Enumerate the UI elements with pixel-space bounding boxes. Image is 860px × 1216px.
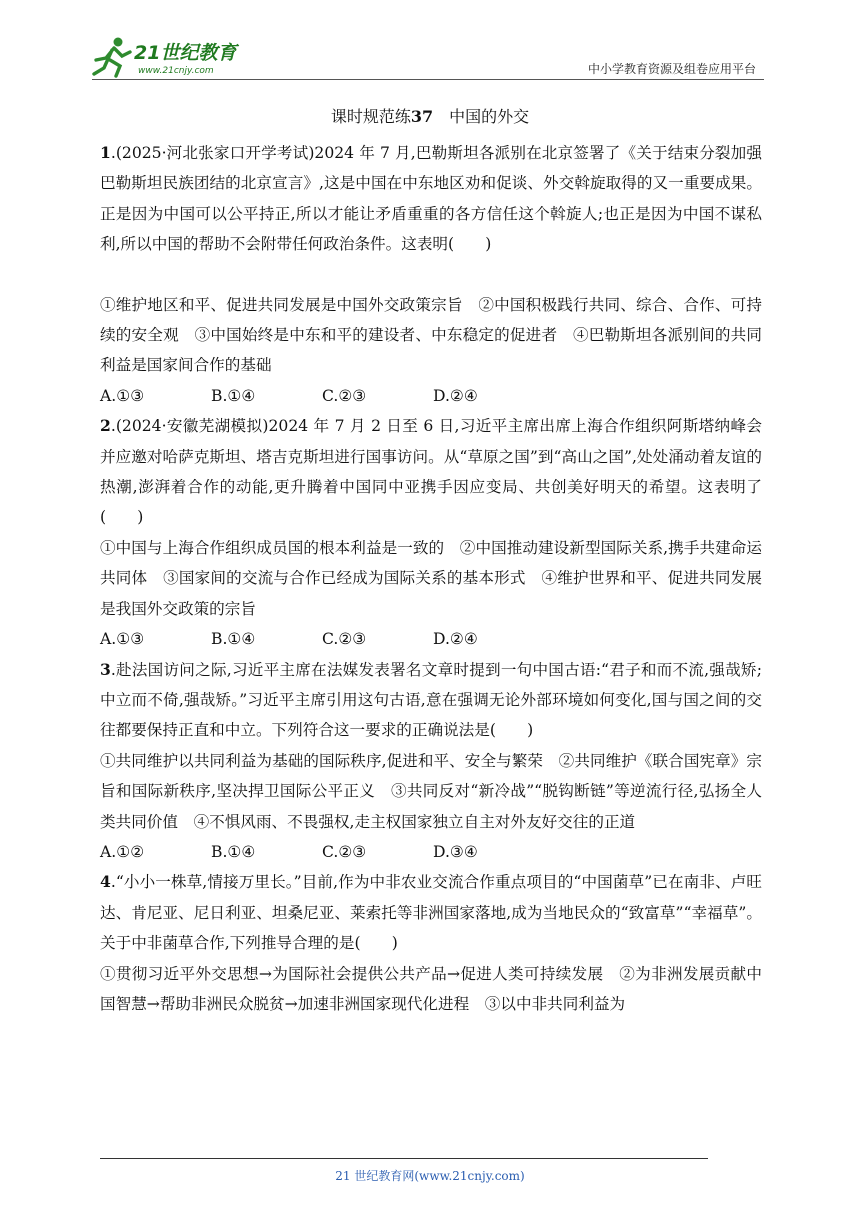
option-d[interactable]: D.②④ [433,630,478,649]
question-number: 1 [100,143,111,162]
option-c[interactable]: C.②③ [322,386,367,405]
question-items: ①维护地区和平、促进共同发展是中国外交政策宗旨 ②中国积极践行共同、综合、合作、可持续的安全观 ③中国始终是中东和平的建设者、中东稳定的促进者 ④巴勒斯坦各派别间的共同利益是国家间合作的基础 [100,295,762,375]
option-a[interactable]: A.①③ [100,630,145,649]
option-b[interactable]: B.①④ [211,386,256,405]
page-header [92,30,764,80]
page-title [0,104,860,127]
logo [92,34,262,78]
question-items: ①贯彻习近平外交思想→为国际社会提供公共产品→促进人类可持续发展 ②为非洲发展贡献中国智慧→帮助非洲民众脱贫→加速非洲国家现代化进程 ③以中非共同利益为 [100,964,762,1013]
option-b[interactable]: B.①④ [211,630,256,649]
title-prefix: 课时规范练 [330,107,411,126]
question-items: ①中国与上海合作组织成员国的根本利益是一致的 ②中国推动建设新型国际关系,携手共建命运共同体 ③国家间的交流与合作已经成为国际关系的基本形式 ④维护世界和平、促进共同发展是我国外交政策的宗旨 [100,538,762,618]
question-number: 4 [100,872,111,892]
question-number: 2 [100,416,111,436]
question-stem: 2.(2024·安徽芜湖模拟)2024 年 7 月 2 日至 6 日,习近平主席出席上海合作组织阿斯塔纳峰会并应邀对哈萨克斯坦、塔吉克斯坦进行国事访问。从“草原之国”到“高山之国”,处处涌动着友谊的热潮,澎湃着合作的动能,更升腾着中国同中亚携手因应变局、共创美好明天的希望。这表明了( ) [100,416,762,527]
logo-text: 21世纪教育 [134,42,237,64]
question-list [100,138,762,1019]
question-stem: 4.“小小一株草,情接万里长。”目前,作为中非农业交流合作重点项目的“中国菌草”已在南非、卢旺达、肯尼亚、尼日利亚、坦桑尼亚、莱索托等非洲国家落地,成为当地民众的“致富草”“幸福草”。关于中非菌草合作,下列推导合理的是( ) [100,872,762,953]
option-c[interactable]: C.②③ [322,630,367,649]
answer-options [100,624,762,654]
answer-options [100,837,762,867]
question-items: ①共同维护以共同利益为基础的国际秩序,促进和平、安全与繁荣 ②共同维护《联合国宪章》宗旨和国际新秩序,坚决捍卫国际公平正义 ③共同反对“新冷战”“脱钩断链”等逆流行径,弘扬全人类共同价值 ④不惧风雨、不畏强权,走主权国家独立自主对外友好交往的正道 [100,751,762,831]
option-d[interactable]: D.③④ [433,842,478,861]
header-divider [92,79,764,80]
running-figure-icon [94,38,130,77]
title-topic: 中国的外交 [449,107,530,126]
footer-divider [100,1158,708,1159]
option-a[interactable]: A.①② [100,842,145,861]
option-a[interactable]: A.①③ [100,386,145,405]
page-footer[interactable]: 21 世纪教育网(www.21cnjy.com) [335,1169,525,1183]
question-stem: 1.(2025·河北张家口开学考试)2024 年 7 月,巴勒斯坦各派别在北京签署了《关于结束分裂加强巴勒斯坦民族团结的北京宣言》,这是中国在中东地区劝和促谈、外交斡旋取得的又一重要成果。正是因为中国可以公平持正,所以才能让矛盾重重的各方信任这个斡旋人;也正是因为中国不谋私利,所以中国的帮助不会附带任何政治条件。这表明( ) [100,143,762,254]
title-number: 37 [410,107,434,126]
question-number: 3 [100,659,111,679]
option-c[interactable]: C.②③ [322,842,367,861]
answer-options [100,381,762,411]
logo-url: www.21cnjy.com [138,66,214,76]
question-stem: 3.赴法国访问之际,习近平主席在法媒发表署名文章时提到一句中国古语:“君子和而不流,强哉矫;中立而不倚,强哉矫。”习近平主席引用这句古语,意在强调无论外部环境如何变化,国与国之间的交往都要保持正直和中立。下列符合这一要求的正确说法是( ) [100,659,762,740]
option-d[interactable]: D.②④ [433,386,478,405]
option-b[interactable]: B.①④ [211,842,256,861]
platform-name: 中小学教育资源及组卷应用平台 [587,62,756,76]
